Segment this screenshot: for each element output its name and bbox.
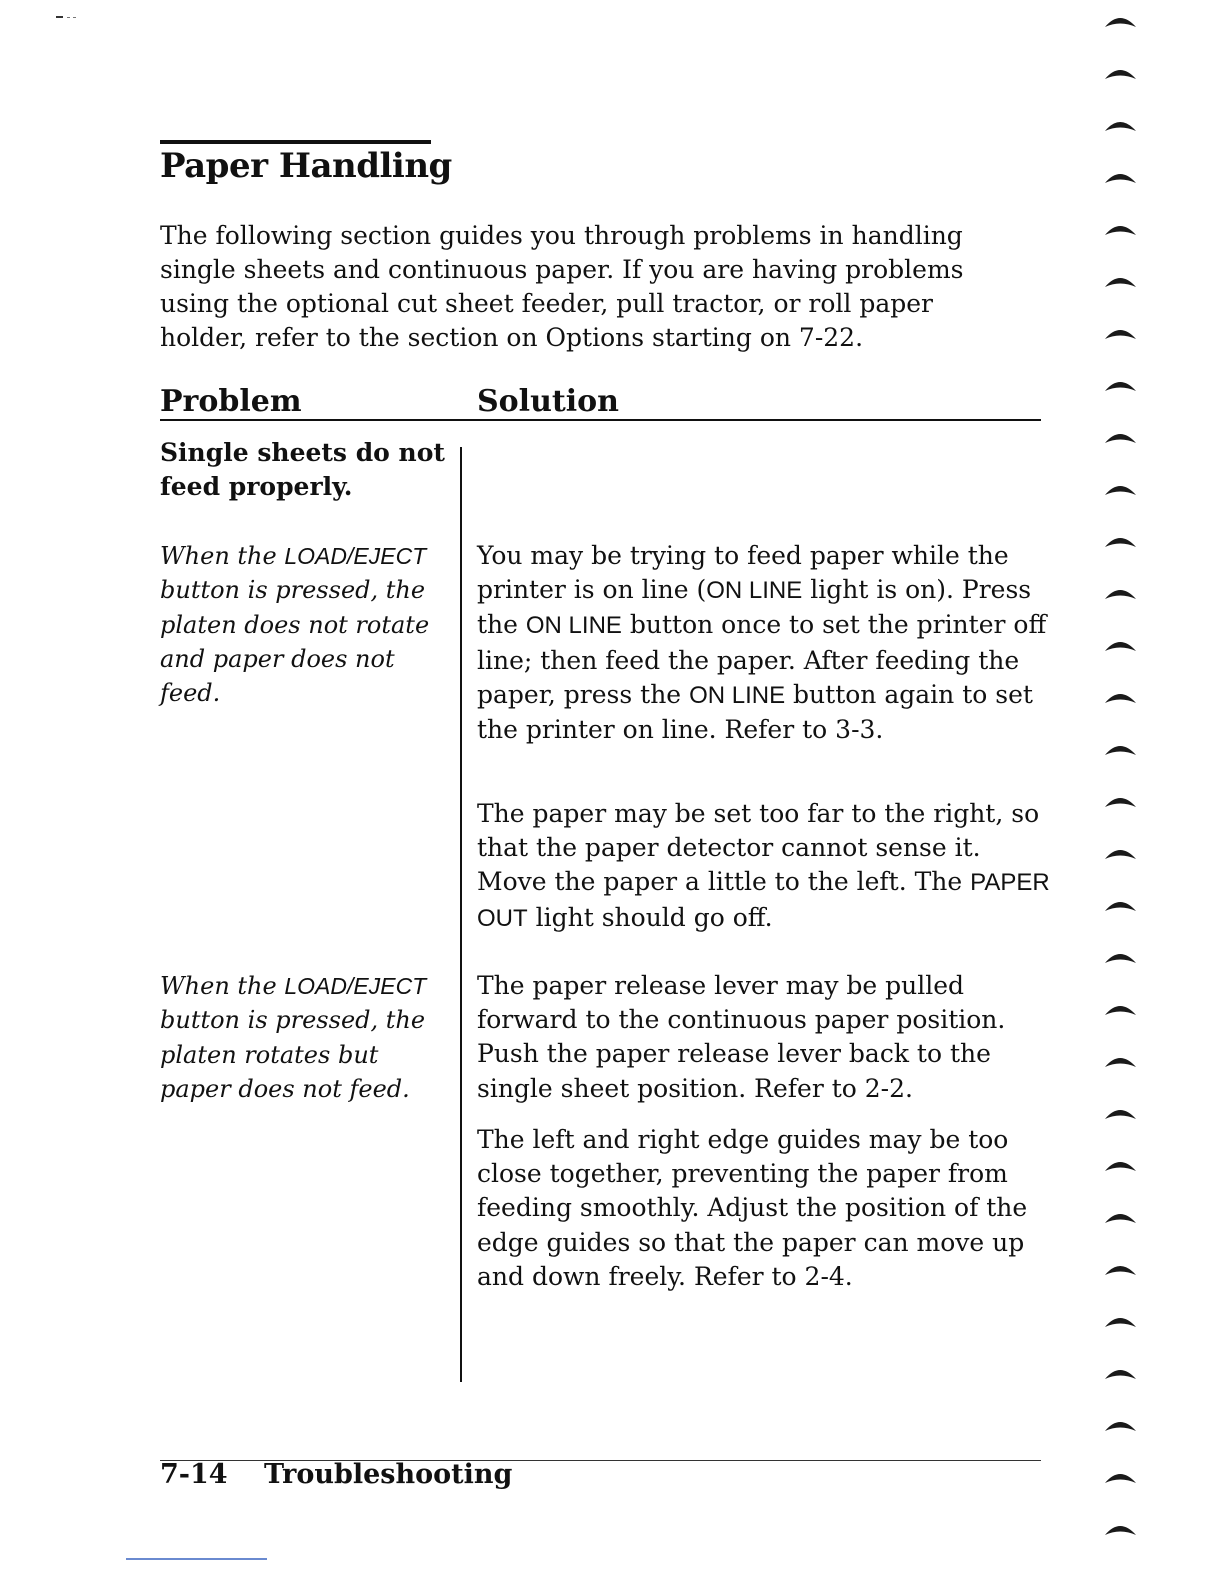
solution-text: The paper may be set too far to the right, so that the paper detector cannot sense it. Move the paper a little to the left. The — [477, 799, 1040, 897]
binder-hole-icon — [1105, 278, 1136, 287]
binder-hole-icon — [1105, 642, 1136, 651]
scan-edge-line — [126, 1558, 267, 1560]
binder-hole-icon — [1105, 798, 1136, 807]
header-rule — [160, 419, 1041, 421]
binder-hole-icon — [1105, 1162, 1136, 1171]
scan-mark — [56, 4, 78, 7]
control-label-load-eject: LOAD/EJECT — [284, 973, 427, 999]
binder-hole-icon — [1105, 1422, 1136, 1431]
binder-hole-icon — [1105, 746, 1136, 755]
condition-text: When the — [160, 542, 285, 570]
page-title: Paper Handling — [160, 146, 452, 186]
binder-hole-icon — [1105, 122, 1136, 131]
binder-hole-icon — [1105, 694, 1136, 703]
binder-hole-icon — [1105, 330, 1136, 339]
binder-hole-icon — [1105, 226, 1136, 235]
binder-hole-icon — [1105, 1110, 1136, 1119]
footer-section-title: Troubleshooting — [264, 1459, 513, 1490]
solution-text: button once to set the printer off line; then feed the paper. After feeding the paper, press the — [477, 610, 1047, 709]
binder-holes — [1100, 0, 1160, 1584]
solution-text: You may be trying to feed paper while the printer is on line ( — [477, 541, 1009, 605]
solution-3 — [477, 969, 1052, 1106]
control-label-paper-out: PAPER OUT — [477, 869, 1050, 932]
condition-1 — [160, 539, 450, 710]
binder-hole-icon — [1105, 70, 1136, 79]
problem-column-header: Problem — [160, 384, 302, 419]
binder-hole-icon — [1105, 382, 1136, 391]
column-divider — [460, 447, 462, 1382]
binder-hole-icon — [1105, 954, 1136, 963]
condition-2 — [160, 969, 450, 1106]
footer-page-number: 7-14 — [160, 1459, 228, 1490]
binder-hole-icon — [1105, 1370, 1136, 1379]
solution-text: light should go off. — [527, 902, 773, 932]
binder-hole-icon — [1105, 18, 1136, 27]
binder-hole-icon — [1105, 1058, 1136, 1067]
title-rule — [160, 140, 431, 144]
binder-hole-icon — [1105, 1214, 1136, 1223]
solution-1 — [477, 539, 1052, 747]
solution-text: button again to set the printer on line. Refer to 3-3. — [477, 679, 1033, 745]
intro-paragraph: The following section guides you through problems in handling single sheets and continuous paper. If you are having problems using the optional cut sheet feeder, pull tractor, or roll paper holder, refer to the section on Options starting on 7-22. — [160, 221, 964, 352]
control-label-on-line: ON LINE — [706, 577, 803, 605]
condition-text: button is pressed, the platen does not rotate and paper does not feed. — [160, 576, 430, 708]
binder-hole-icon — [1105, 850, 1136, 859]
binder-hole-icon — [1105, 1318, 1136, 1327]
solution-text: The paper release lever may be pulled forward to the continuous paper position. Push the paper release lever back to the single sheet position. Refer to 2-2. — [477, 971, 1006, 1103]
binder-hole-icon — [1105, 902, 1136, 911]
solution-text: The left and right edge guides may be too close together, preventing the paper from feeding smoothly. Adjust the position of the edge guides so that the paper can move up and down freely. Refer to 2-4. — [477, 1125, 1028, 1291]
solution-4 — [477, 1123, 1052, 1294]
binder-hole-icon — [1105, 1266, 1136, 1275]
control-label-on-line: ON LINE — [689, 681, 786, 709]
binder-hole-icon — [1105, 486, 1136, 495]
solution-column-header: Solution — [477, 384, 619, 419]
binder-hole-icon — [1105, 1474, 1136, 1483]
solution-2 — [477, 797, 1052, 936]
control-label-on-line: ON LINE — [525, 612, 622, 640]
binder-hole-icon — [1105, 1526, 1136, 1535]
binder-hole-icon — [1105, 590, 1136, 599]
problem-heading: Single sheets do not feed properly. — [160, 438, 445, 501]
binder-hole-icon — [1105, 1006, 1136, 1015]
binder-hole-icon — [1105, 538, 1136, 547]
condition-text: button is pressed, the platen rotates but paper does not feed. — [160, 1006, 426, 1103]
solution-text: light is on). Press the — [477, 575, 1032, 640]
condition-text: When the — [160, 972, 285, 1000]
control-label-load-eject: LOAD/EJECT — [284, 543, 427, 569]
binder-hole-icon — [1105, 174, 1136, 183]
binder-hole-icon — [1105, 434, 1136, 443]
